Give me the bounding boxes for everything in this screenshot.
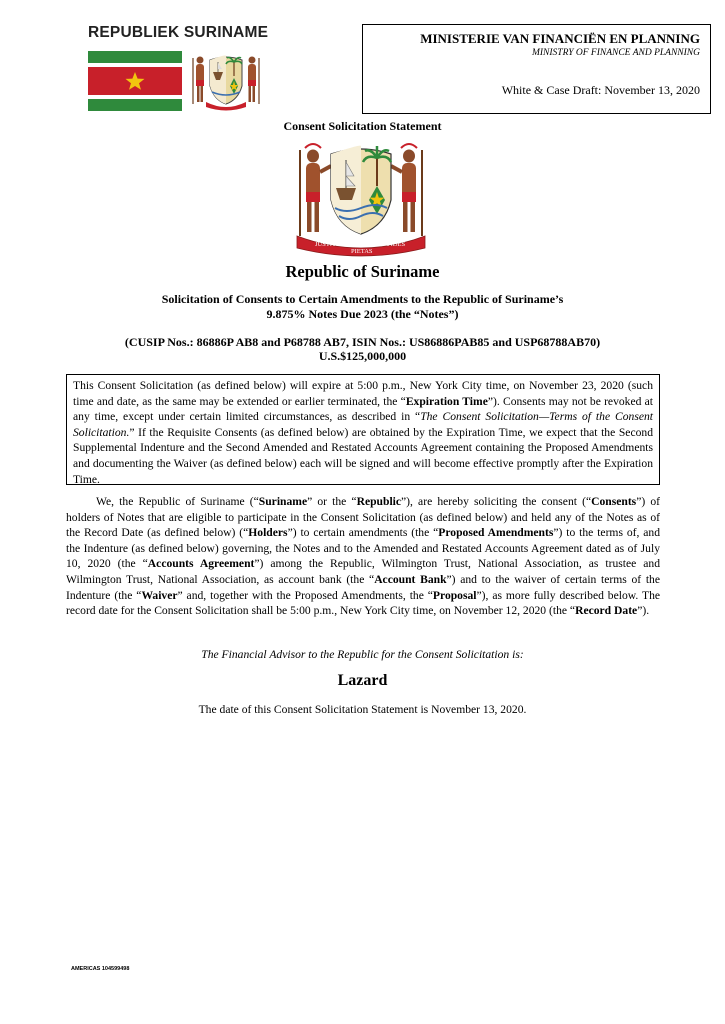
coat-of-arms-small <box>186 50 266 114</box>
term-expiration-time: Expiration Time <box>405 394 488 408</box>
document-heading: Consent Solicitation Statement <box>283 119 442 133</box>
ministry-header-box <box>362 24 711 114</box>
motto-justitia: JUSTITIA <box>315 241 343 248</box>
term-holders: Holders <box>248 526 288 540</box>
financial-advisor-intro: The Financial Advisor to the Republic for the Consent Solicitation is: <box>201 648 524 661</box>
document-id-footer: AMERICAS 104599498 <box>71 966 130 972</box>
motto-fides: FIDES <box>387 241 406 248</box>
term-proposed-amendments: Proposed Amendments <box>438 526 554 540</box>
term-proposal: Proposal <box>432 588 477 602</box>
principal-amount: U.S.$125,000,000 <box>318 349 407 363</box>
security-identifiers <box>0 335 725 363</box>
financial-advisor-name: Lazard <box>337 672 388 689</box>
solicitation-paragraph-text: We, the Republic of Suriname (“Suriname” or the “Republic”), are hereby soliciting the consent (“Consents”) of holders of Notes that are eligible to participate in the Consent Solicitation (as defined below) and held any of the Notes as of the Record Date (as defined below) (“Holders”) to certain amendments (the “Proposed Amendments”) to the terms of, and the Indenture (as defined below) governing, the Notes and to the Amended and Restated Accounts Agreement dated as of July 10, 2020 (the “Accounts Agreement”) among the Republic, Wilmington Trust, National Association, as trustee and Wilmington Trust, National Association, as account bank (the “Account Bank”) and to the waiver of certain terms of the Indenture (the “Waiver” and, together with the Proposed Amendments, the “Proposal”), as more fully described below. The record date for the Consent Solicitation shall be 5:00 p.m., New York City time, on November 12, 2020 (the “Record Date”). <box>66 495 661 618</box>
term-record-date: Record Date <box>575 604 638 618</box>
solicitation-title <box>0 292 725 322</box>
ministry-name-dutch: MINISTERIE VAN FINANCIËN EN PLANNING <box>420 31 700 46</box>
coat-of-arms-large <box>291 136 431 258</box>
term-account-bank: Account Bank <box>374 572 447 586</box>
ministry-name-english: MINISTRY OF FINANCE AND PLANNING <box>531 48 700 58</box>
expiration-notice-text: This Consent Solicitation (as defined below) will expire at 5:00 p.m., New York City time, on November 23, 2020 (such time and date, as the same may be extended or earlier terminated, the “Expiration Time”). Consents may not be revoked at any time, except under certain limited circumstances, as described in “The Consent Solicitation—Terms of the Consent Solicitation.” If the Requisite Consents (as defined below) are obtained by the Expiration Time, we expect that the Second Supplemental Indenture and the Second Amended and Restated Accounts Agreement containing the Proposed Amendments and documenting the Waiver (as defined below) each will be signed and will become effective promptly after the Expiration Time. <box>73 379 653 486</box>
draft-note: White & Case Draft: November 13, 2020 <box>501 83 700 97</box>
solicitation-line-2: 9.875% Notes Due 2023 (the “Notes”) <box>266 307 459 321</box>
term-republic: Republic <box>356 495 402 508</box>
motto-pietas: PIETAS <box>351 248 373 255</box>
term-consents: Consents <box>591 495 637 508</box>
suriname-flag <box>88 51 182 111</box>
country-label: REPUBLIEK SURINAME <box>88 24 269 41</box>
solicitation-paragraph <box>66 494 660 619</box>
statement-date: The date of this Consent Solicitation Statement is November 13, 2020. <box>198 703 527 716</box>
section-reference: The Consent Solicitation—Terms of the Consent Solicitation. <box>73 410 653 439</box>
term-accounts-agreement: Accounts Agreement <box>147 557 255 571</box>
solicitation-line-1: Solicitation of Consents to Certain Amendments to the Republic of Suriname’s <box>161 292 564 306</box>
expiration-notice-box <box>66 374 660 485</box>
issuer-name: Republic of Suriname <box>285 262 440 281</box>
cusip-isin-line: (CUSIP Nos.: 86886P AB8 and P68788 AB7, ISIN Nos.: US86886PAB85 and USP68788AB70) <box>124 335 601 349</box>
term-suriname: Suriname <box>258 495 308 508</box>
term-waiver: Waiver <box>141 588 178 602</box>
